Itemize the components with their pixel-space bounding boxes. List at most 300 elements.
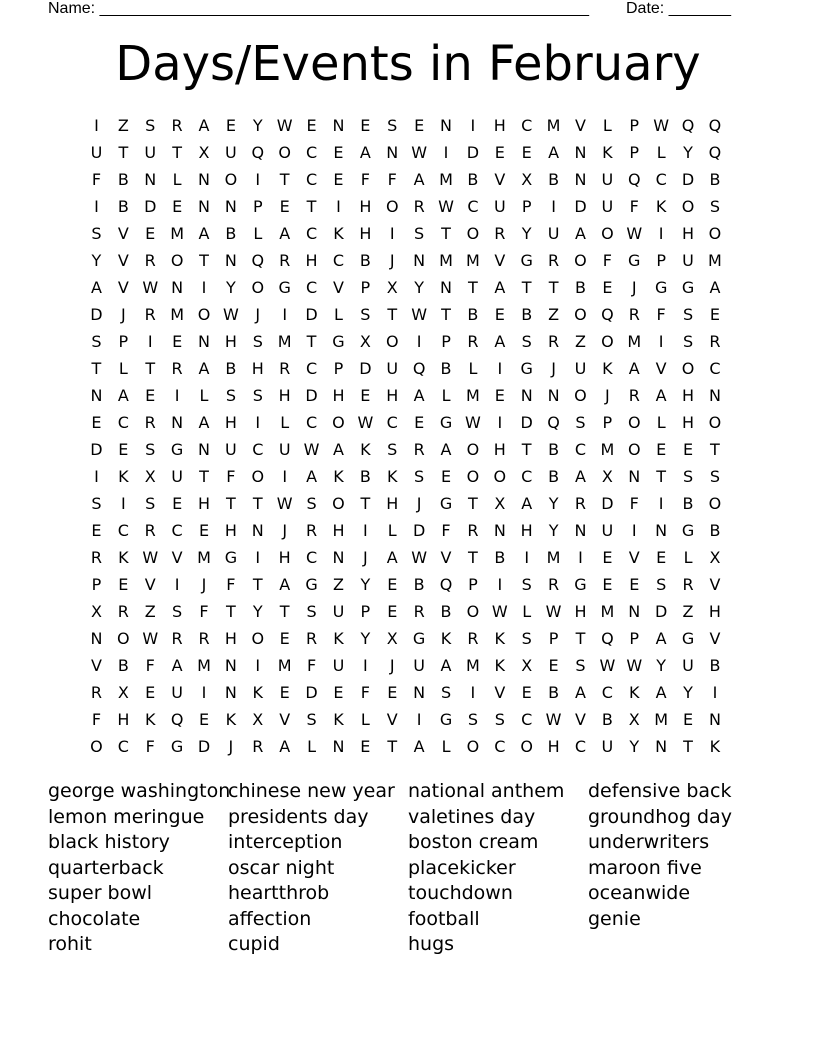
grid-letter: H: [332, 386, 345, 405]
grid-letter: H: [386, 494, 399, 513]
grid-letter: T: [172, 143, 182, 162]
grid-letter: T: [521, 278, 532, 297]
grid-letter: K: [655, 197, 667, 216]
grid-letter: I: [362, 656, 368, 675]
grid-letter: O: [466, 224, 480, 243]
grid-letter: T: [145, 359, 156, 378]
grid-letter: V: [494, 251, 506, 270]
grid-letter: P: [629, 629, 640, 648]
grid-letter: O: [90, 737, 103, 756]
grid-letter: I: [201, 683, 207, 702]
grid-letter: J: [389, 251, 395, 270]
grid-letter: W: [303, 440, 320, 459]
grid-letter: U: [682, 251, 694, 270]
grid-letter: A: [198, 224, 210, 243]
grid-letter: V: [709, 575, 721, 594]
grid-letter: A: [198, 359, 210, 378]
grid-letter: E: [198, 521, 210, 540]
grid-letter: I: [416, 332, 422, 351]
grid-letter: O: [170, 251, 184, 270]
grid-letter: I: [631, 521, 637, 540]
grid-letter: T: [252, 575, 263, 594]
grid-letter: E: [656, 440, 667, 459]
grid-letter: B: [709, 170, 721, 189]
grid-letter: W: [438, 197, 454, 216]
grid-letter: C: [252, 440, 264, 459]
grid-letter: I: [174, 386, 180, 405]
word-column: [48, 779, 231, 958]
grid-letter: V: [386, 710, 398, 729]
grid-letter: I: [94, 197, 99, 216]
grid-letter: Q: [547, 413, 560, 432]
grid-letter: T: [656, 467, 667, 486]
grid-letter: I: [470, 683, 476, 702]
word-list-item: heartthrob: [228, 882, 330, 904]
grid-letter: Y: [360, 629, 371, 648]
grid-letter: H: [386, 386, 399, 405]
grid-letter: K: [494, 629, 506, 648]
grid-letter: N: [413, 251, 426, 270]
grid-letter: P: [629, 143, 640, 162]
grid-letter: G: [628, 251, 641, 270]
grid-letter: U: [171, 683, 183, 702]
grid-letter: B: [467, 170, 479, 189]
grid-letter: A: [494, 332, 506, 351]
grid-letter: M: [197, 656, 211, 675]
grid-letter: L: [468, 359, 478, 378]
grid-letter: O: [251, 629, 265, 648]
grid-letter: A: [117, 386, 129, 405]
grid-letter: A: [494, 278, 506, 297]
grid-letter: C: [574, 737, 587, 756]
word-list-item: national anthem: [408, 780, 565, 802]
grid-letter: F: [145, 737, 155, 756]
grid-letter: H: [224, 332, 237, 351]
grid-letter: R: [494, 224, 506, 243]
grid-letter: T: [226, 494, 236, 513]
grid-letter: F: [199, 602, 209, 621]
grid-letter: E: [602, 278, 613, 297]
grid-letter: L: [307, 737, 317, 756]
grid-letter: W: [411, 143, 428, 162]
grid-letter: S: [252, 332, 263, 351]
grid-letter: C: [709, 359, 721, 378]
grid-letter: J: [605, 386, 610, 405]
grid-letter: A: [440, 440, 452, 459]
grid-letter: Z: [332, 575, 344, 594]
grid-letter: K: [225, 710, 237, 729]
grid-letter: G: [574, 575, 587, 594]
grid-letter: S: [145, 440, 156, 459]
grid-letter: N: [144, 170, 157, 189]
grid-letter: E: [602, 548, 613, 567]
grid-letter: N: [413, 683, 426, 702]
word-list-item: defensive back: [588, 780, 732, 802]
grid-letter: H: [332, 521, 345, 540]
grid-letter: W: [142, 278, 159, 297]
grid-letter: T: [226, 602, 236, 621]
grid-letter: M: [466, 251, 480, 270]
grid-letter: O: [708, 494, 722, 513]
grid-letter: A: [575, 224, 586, 243]
grid-letter: N: [574, 143, 587, 162]
grid-letter: R: [306, 521, 318, 540]
grid-letter: T: [575, 629, 586, 648]
grid-letter: N: [90, 629, 103, 648]
grid-letter: N: [198, 332, 210, 351]
grid-letter: I: [658, 494, 664, 513]
letter-grid: [83, 112, 728, 760]
grid-letter: T: [360, 494, 371, 513]
grid-letter: V: [144, 575, 156, 594]
grid-letter: S: [709, 197, 720, 216]
word-list-item: valetines day: [408, 805, 536, 828]
grid-letter: X: [198, 143, 210, 162]
date-field-line[interactable]: Date: _______: [626, 0, 731, 17]
grid-letter: T: [279, 170, 290, 189]
grid-letter: R: [306, 629, 318, 648]
grid-letter: J: [362, 548, 368, 567]
grid-letter: H: [682, 413, 695, 432]
grid-letter: W: [411, 305, 428, 324]
grid-letter: I: [362, 521, 368, 540]
grid-letter: C: [117, 521, 129, 540]
grid-letter: H: [574, 602, 587, 621]
grid-letter: S: [440, 683, 452, 702]
grid-letter: J: [282, 521, 288, 540]
grid-letter: H: [547, 737, 560, 756]
grid-letter: K: [494, 656, 506, 675]
grid-letter: K: [252, 683, 264, 702]
grid-letter: U: [171, 467, 183, 486]
grid-letter: B: [601, 710, 613, 729]
grid-letter: O: [601, 224, 614, 243]
grid-letter: E: [521, 683, 532, 702]
grid-letter: R: [144, 413, 156, 432]
grid-letter: L: [656, 143, 666, 162]
grid-letter: M: [277, 332, 292, 351]
grid-letter: A: [332, 440, 344, 459]
grid-letter: P: [360, 278, 371, 297]
word-column: [408, 779, 588, 958]
grid-letter: U: [144, 143, 157, 162]
grid-letter: L: [602, 116, 612, 135]
grid-letter: W: [626, 656, 643, 675]
grid-letter: P: [360, 602, 371, 621]
grid-letter: P: [548, 629, 559, 648]
grid-letter: E: [306, 116, 317, 135]
grid-letter: F: [306, 656, 317, 675]
grid-letter: Q: [251, 143, 265, 162]
grid-letter: W: [222, 305, 239, 324]
grid-letter: M: [708, 251, 722, 270]
grid-letter: X: [521, 656, 533, 675]
grid-letter: B: [548, 440, 560, 459]
grid-letter: I: [174, 575, 180, 594]
grid-letter: P: [91, 575, 102, 594]
grid-letter: E: [279, 197, 290, 216]
grid-letter: B: [467, 305, 479, 324]
grid-letter: H: [493, 440, 506, 459]
grid-letter: R: [548, 575, 560, 594]
grid-letter: G: [170, 737, 184, 756]
grid-letter: B: [117, 170, 129, 189]
grid-letter: R: [171, 116, 183, 135]
grid-letter: M: [439, 251, 453, 270]
grid-letter: T: [521, 440, 532, 459]
grid-letter: S: [360, 305, 371, 324]
grid-letter: E: [656, 548, 667, 567]
grid-letter: S: [387, 116, 398, 135]
grid-letter: V: [575, 116, 586, 135]
grid-letter: L: [199, 386, 209, 405]
grid-letter: J: [120, 305, 126, 324]
grid-letter: D: [144, 197, 157, 216]
grid-letter: L: [656, 413, 666, 432]
grid-letter: S: [414, 467, 425, 486]
grid-letter: I: [201, 278, 207, 297]
grid-letter: U: [682, 656, 694, 675]
grid-letter: N: [251, 521, 264, 540]
grid-letter: C: [171, 521, 183, 540]
grid-letter: N: [332, 548, 345, 567]
grid-letter: B: [709, 521, 721, 540]
grid-letter: Y: [252, 602, 263, 621]
grid-letter: D: [601, 494, 614, 513]
grid-letter: G: [439, 494, 453, 513]
grid-letter: Q: [708, 116, 722, 135]
grid-letter: E: [682, 440, 694, 459]
grid-letter: X: [90, 602, 102, 621]
grid-letter: Q: [627, 170, 641, 189]
grid-letter: B: [359, 251, 371, 270]
grid-letter: W: [142, 629, 159, 648]
grid-letter: H: [520, 521, 533, 540]
grid-letter: G: [224, 548, 238, 567]
grid-letter: T: [199, 467, 209, 486]
grid-letter: F: [441, 521, 451, 540]
grid-letter: O: [466, 440, 480, 459]
grid-letter: K: [386, 467, 398, 486]
grid-letter: I: [94, 116, 99, 135]
word-list-item: super bowl: [48, 882, 153, 904]
grid-letter: U: [90, 143, 103, 162]
name-field-line[interactable]: Name: _______________________________________________________: [48, 0, 589, 17]
grid-letter: Q: [681, 116, 695, 135]
grid-letter: I: [255, 413, 261, 432]
grid-letter: O: [520, 737, 533, 756]
grid-letter: B: [494, 548, 506, 567]
grid-letter: B: [548, 170, 560, 189]
grid-letter: Z: [144, 602, 156, 621]
grid-letter: S: [91, 494, 102, 513]
grid-letter: C: [386, 413, 398, 432]
grid-letter: E: [172, 197, 183, 216]
grid-letter: N: [198, 440, 210, 459]
grid-letter: B: [548, 683, 560, 702]
grid-letter: J: [228, 737, 234, 756]
grid-letter: O: [332, 494, 345, 513]
grid-letter: S: [682, 467, 694, 486]
grid-letter: T: [91, 359, 102, 378]
grid-letter: O: [251, 278, 265, 297]
grid-letter: A: [413, 386, 425, 405]
grid-letter: E: [198, 710, 210, 729]
grid-letter: N: [171, 413, 184, 432]
grid-letter: S: [521, 332, 532, 351]
grid-letter: S: [225, 386, 236, 405]
grid-letter: R: [467, 521, 479, 540]
grid-letter: T: [468, 494, 478, 513]
grid-letter: E: [709, 305, 720, 324]
grid-letter: N: [224, 683, 237, 702]
grid-letter: D: [90, 305, 103, 324]
grid-letter: V: [117, 251, 129, 270]
header: [48, 0, 748, 20]
grid-letter: Z: [574, 332, 586, 351]
grid-letter: V: [494, 683, 506, 702]
grid-letter: R: [198, 629, 210, 648]
grid-letter: U: [332, 602, 345, 621]
grid-letter: X: [601, 467, 613, 486]
grid-letter: Y: [252, 116, 263, 135]
grid-letter: N: [655, 521, 668, 540]
grid-letter: T: [252, 494, 263, 513]
grid-letter: C: [305, 143, 318, 162]
grid-letter: X: [252, 710, 264, 729]
grid-letter: E: [494, 386, 505, 405]
grid-letter: B: [359, 467, 371, 486]
grid-letter: C: [332, 251, 345, 270]
grid-letter: U: [225, 440, 237, 459]
grid-letter: L: [172, 170, 182, 189]
grid-letter: K: [333, 629, 344, 648]
grid-letter: X: [628, 710, 640, 729]
grid-letter: V: [494, 170, 506, 189]
grid-letter: N: [574, 170, 587, 189]
grid-letter: K: [333, 224, 344, 243]
grid-letter: F: [91, 170, 102, 189]
grid-letter: Y: [548, 521, 559, 540]
grid-letter: O: [251, 467, 265, 486]
grid-letter: B: [117, 197, 129, 216]
grid-letter: G: [520, 251, 533, 270]
grid-letter: B: [225, 359, 237, 378]
grid-letter: H: [251, 359, 264, 378]
grid-letter: X: [386, 629, 398, 648]
grid-letter: O: [278, 143, 291, 162]
grid-letter: J: [551, 359, 556, 378]
grid-letter: A: [709, 278, 721, 297]
grid-letter: E: [225, 116, 236, 135]
grid-letter: B: [440, 359, 452, 378]
grid-letter: F: [629, 197, 639, 216]
grid-letter: S: [145, 116, 156, 135]
grid-letter: N: [198, 170, 210, 189]
grid-letter: C: [305, 170, 318, 189]
grid-letter: W: [545, 602, 562, 621]
grid-letter: M: [170, 224, 185, 243]
grid-letter: I: [416, 710, 422, 729]
grid-letter: N: [224, 251, 237, 270]
grid-letter: Y: [226, 278, 236, 297]
grid-letter: I: [578, 548, 583, 567]
grid-letter: V: [117, 278, 129, 297]
grid-letter: T: [387, 737, 398, 756]
grid-letter: E: [279, 683, 290, 702]
grid-letter: E: [333, 683, 344, 702]
grid-letter: U: [413, 656, 425, 675]
grid-letter: H: [682, 224, 695, 243]
grid-letter: W: [276, 494, 293, 513]
grid-letter: K: [440, 629, 452, 648]
grid-letter: T: [548, 278, 559, 297]
grid-letter: T: [683, 737, 693, 756]
grid-letter: H: [197, 494, 211, 513]
grid-letter: U: [601, 170, 614, 189]
grid-letter: P: [602, 413, 613, 432]
grid-letter: E: [548, 656, 559, 675]
grid-letter: C: [117, 413, 129, 432]
grid-letter: A: [548, 143, 560, 162]
grid-letter: M: [600, 440, 615, 459]
grid-letter: Q: [170, 710, 184, 729]
grid-letter: S: [682, 305, 694, 324]
word-list-item: oceanwide: [588, 882, 691, 904]
grid-letter: E: [387, 683, 398, 702]
grid-letter: K: [602, 359, 613, 378]
grid-letter: X: [709, 548, 721, 567]
word-list-item: chinese new year: [228, 780, 395, 802]
grid-letter: O: [197, 305, 211, 324]
grid-letter: R: [171, 629, 183, 648]
grid-letter: S: [494, 710, 505, 729]
grid-letter: A: [575, 467, 586, 486]
grid-letter: M: [600, 602, 615, 621]
grid-letter: A: [628, 359, 640, 378]
grid-letter: S: [414, 224, 425, 243]
word-list-item: hugs: [408, 933, 455, 955]
grid-letter: T: [468, 278, 478, 297]
grid-letter: E: [145, 386, 156, 405]
grid-letter: A: [279, 224, 291, 243]
grid-letter: D: [359, 359, 372, 378]
grid-letter: Y: [91, 251, 102, 270]
grid-letter: O: [332, 413, 345, 432]
grid-letter: E: [521, 143, 532, 162]
grid-letter: L: [387, 521, 397, 540]
grid-letter: T: [306, 332, 317, 351]
grid-letter: E: [145, 224, 156, 243]
grid-letter: F: [226, 575, 236, 594]
word-list-item: oscar night: [228, 856, 335, 879]
grid-letter: L: [118, 359, 128, 378]
grid-letter: J: [255, 305, 261, 324]
grid-letter: O: [466, 737, 480, 756]
word-list-item: george washington: [48, 780, 231, 802]
grid-letter: B: [548, 467, 560, 486]
grid-letter: M: [439, 170, 453, 189]
grid-letter: E: [118, 440, 129, 459]
grid-letter: W: [276, 116, 293, 135]
grid-letter: W: [626, 224, 643, 243]
grid-letter: M: [466, 656, 480, 675]
grid-letter: D: [305, 683, 318, 702]
grid-letter: G: [439, 710, 453, 729]
grid-letter: P: [521, 197, 532, 216]
grid-letter: G: [278, 278, 291, 297]
grid-letter: R: [90, 683, 102, 702]
